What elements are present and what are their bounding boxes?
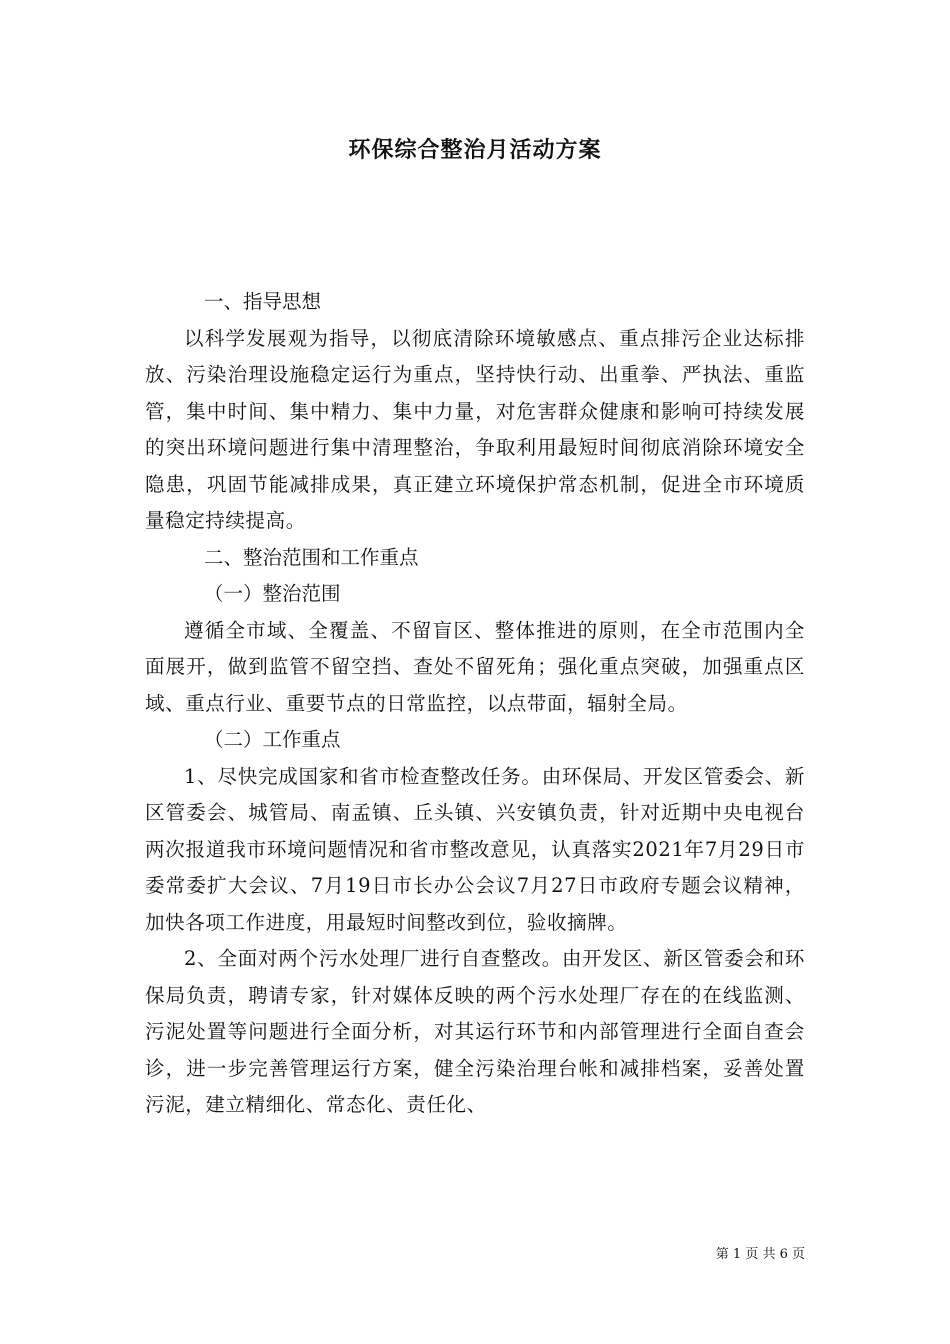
paragraph-focus-item-1: 1、尽快完成国家和省市检查整改任务。由环保局、开发区管委会、新区管委会、城管局、南孟镇、丘头镇、兴安镇负责，针对近期中央电视台两次报道我市环境问题情况和省市整改意见，认真落实2021年7月29日市委常委扩大会议、7月19日市长办公会议7月27日市政府专题会议精神，加快各项工作进度，用最短时间整改到位，验收摘牌。 <box>145 764 805 934</box>
subsection-heading-scope: （一）整治范围 <box>204 582 341 605</box>
section-heading-guiding-thought: 一、指导思想 <box>204 290 322 313</box>
paragraph-guiding-thought: 以科学发展观为指导，以彻底清除环境敏感点、重点排污企业达标排放、污染治理设施稳定运行为重点，坚持快行动、出重拳、严执法、重监管，集中时间、集中精力、集中力量，对危害群众健康和影响可持续发展的突出环境问题进行集中清理整治，争取利用最短时间彻底消除环境安全隐患，巩固节能减排成果，真正建立环境保护常态机制，促进全市环境质量稳定持续提高。 <box>145 326 805 532</box>
page-number-footer: 第 1 页 共 6 页 <box>715 1247 805 1262</box>
subsection-heading-focus: （二）工作重点 <box>204 728 341 751</box>
document-title: 环保综合整治月活动方案 <box>348 138 602 163</box>
paragraph-scope: 遵循全市域、全覆盖、不留盲区、整体推进的原则，在全市范围内全面展开，做到监管不留空挡、查处不留死角；强化重点突破，加强重点区域、重点行业、重要节点的日常监控，以点带面，辐射全局。 <box>145 618 805 715</box>
section-heading-scope-and-focus: 二、整治范围和工作重点 <box>204 545 419 569</box>
document-body <box>145 284 805 1124</box>
paragraph-focus-item-2: 2、全面对两个污水处理厂进行自查整改。由开发区、新区管委会和环保局负责，聘请专家，针对媒体反映的两个污水处理厂存在的在线监测、污泥处置等问题进行全面分析，对其运行环节和内部管理进行全面自查会诊，进一步完善管理运行方案，健全污染治理台帐和减排档案，妥善处置污泥，建立精细化、常态化、责任化、 <box>145 947 805 1116</box>
